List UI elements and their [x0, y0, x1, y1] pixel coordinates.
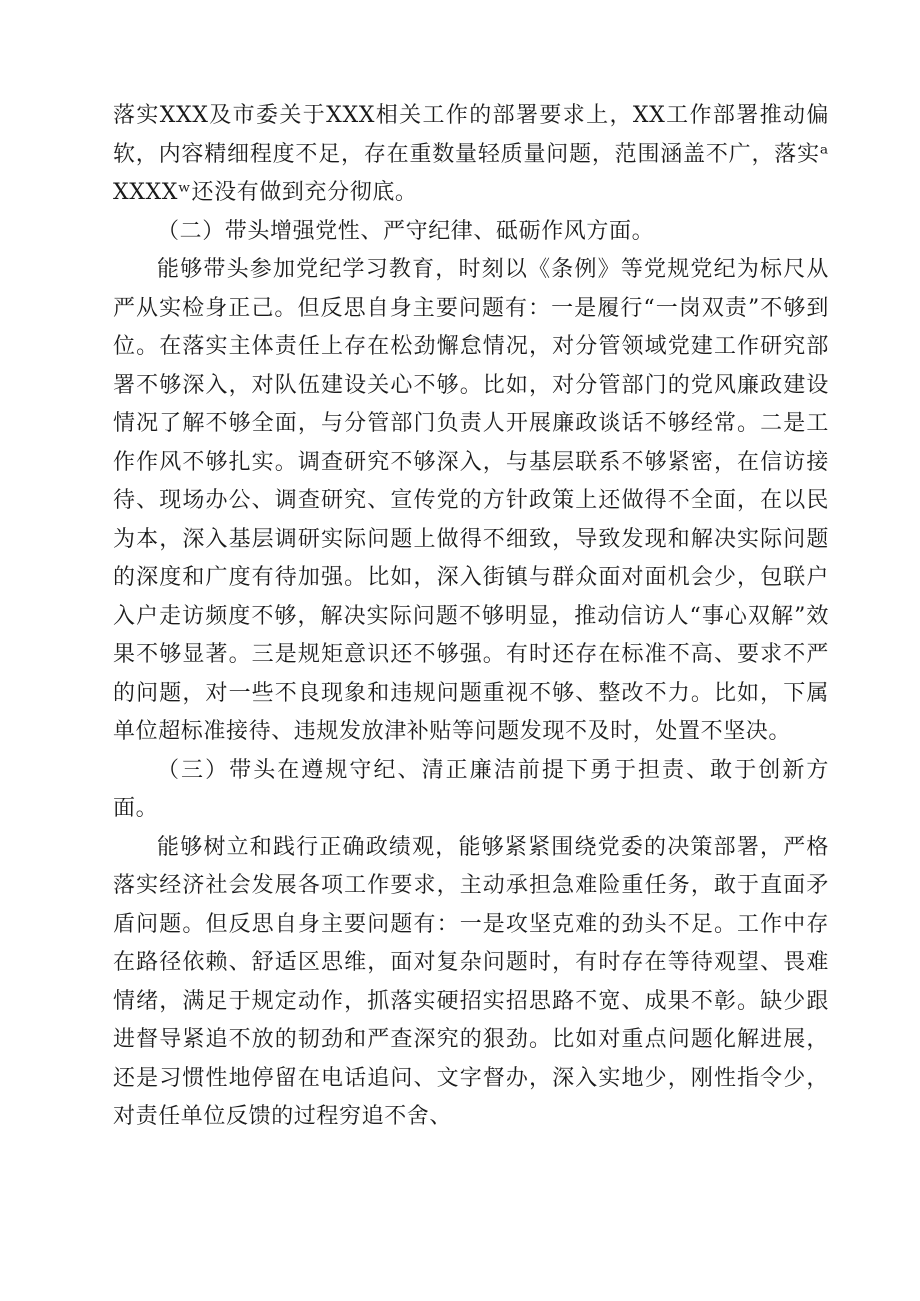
paragraph-section-3: 能够树立和践行正确政绩观，能够紧紧围绕党委的决策部署，严格落实经济社会发展各项工作要求，主动承担急难险重任务，敢于直面矛盾问题。但反思自身主要问题有：一是攻坚克难的劲头不足。工作中存在路径依赖、舒适区思维，面对复杂问题时，有时存在等待观望、畏难情绪，满足于规定动作，抓落实硬招实招思路不宽、成果不彰。缺少跟进督导紧追不放的韧劲和严查深究的狠劲。比如对重点问题化解进展，还是习惯性地停留在电话追问、文字督办，深入实地少，刚性指令少，对责任单位反馈的过程穷追不舍、 — [113, 834, 829, 1129]
paragraph-continuation: 落实XXX及市委关于XXX相关工作的部署要求上，XX工作部署推动偏软，内容精细程度不足，存在重数量轻质量问题，范围涵盖不广，落实ᵃXXXXʷ还没有做到充分彻底。 — [113, 103, 829, 205]
section-heading-3: （三）带头在遵规守纪、清正廉洁前提下勇于担责、敢于创新方面。 — [113, 757, 829, 821]
document-body — [113, 97, 829, 1137]
section-heading-2: （二）带头增强党性、严守纪律、砥砺作风方面。 — [157, 218, 655, 244]
paragraph-section-2: 能够带头参加党纪学习教育，时刻以《条例》等党规党纪为标尺从严从实检身正己。但反思自身主要问题有：一是履行“一岗双责”不够到位。在落实主体责任上存在松劲懈怠情况，对分管领域党建工作研究部署不够深入，对队伍建设关心不够。比如，对分管部门的党风廉政建设情况了解不够全面，与分管部门负责人开展廉政谈话不够经常。二是工作作风不够扎实。调查研究不够深入，与基层联系不够紧密，在信访接待、现场办公、调查研究、宣传党的方针政策上还做得不全面，在以民为本，深入基层调研实际问题上做得不细致，导致发现和解决实际问题的深度和广度有待加强。比如，深入街镇与群众面对面机会少，包联户入户走访频度不够，解决实际问题不够明显，推动信访人“事心双解”效果不够显著。三是规矩意识还不够强。有时还存在标准不高、要求不严的问题，对一些不良现象和违规问题重视不够、整改不力。比如，下属单位超标准接待、违规发放津补贴等问题发现不及时，处置不坚决。 — [113, 257, 829, 744]
